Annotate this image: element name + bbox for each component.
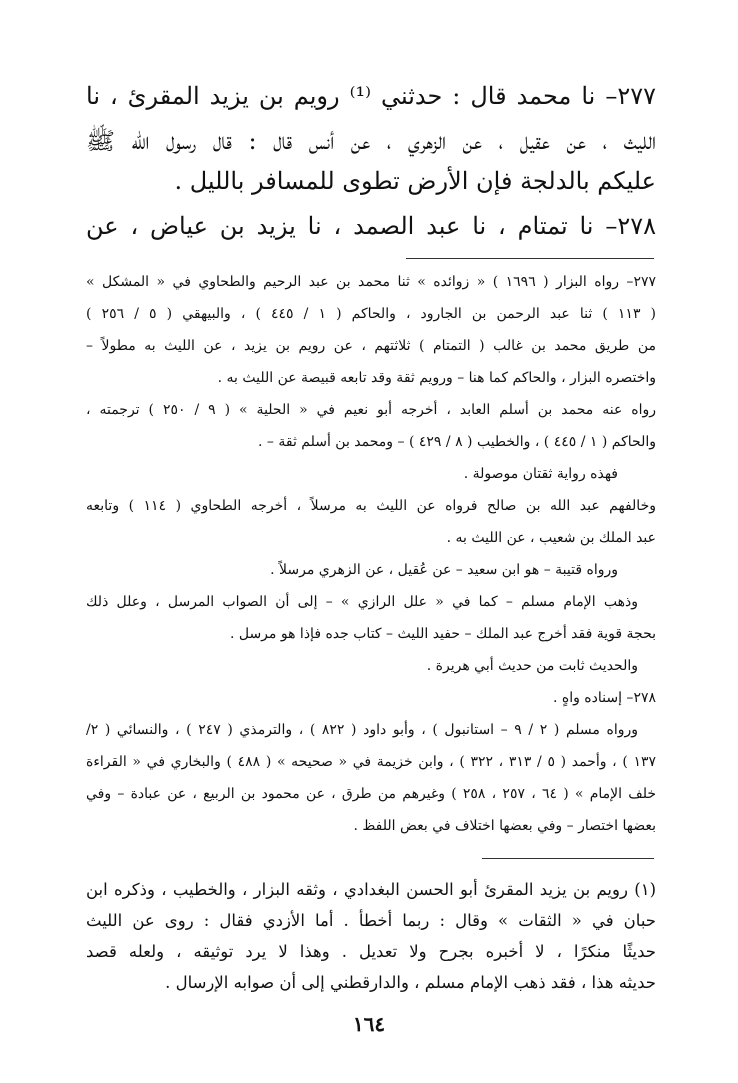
note-line: ٢٧٧– رواه البزار ( ١٦٩٦ ) « زوائده » ثنا محمد بن عبد الرحيم والطحاوي في « المشكل » — [86, 274, 656, 290]
note-line: خلف الإمام » ( ٦٤ ، ٢٥٧ ، ٢٥٨ ) وغيرهم من طرق ، عن محمود بن الربيع ، عن عبادة – وفي — [86, 786, 656, 802]
footnote-line: حديثًا منكرًا ، لا أخبره بجرح ولا تعديل . وهذا لا يرد توثيقه ، ولعله قصد — [86, 942, 656, 961]
note-line: رواه عنه محمد بن أسلم العابد ، أخرجه أبو نعيم في « الحلية » ( ٩ / ٢٥٠ ) ترجمته ، — [86, 402, 656, 418]
footnote-separator — [482, 858, 654, 859]
footnote-line: حديثه هذا ، فقد ذهب الإمام مسلم ، والدارقطني إلى أن صوابه الإرسال . — [165, 973, 656, 992]
note-line: ٢٧٨– إسناده واهٍ . — [552, 690, 656, 706]
note-line: بعضها اختصار – وفي بعضها اختلاف في بعض اللفظ . — [353, 818, 656, 834]
note-line: وذهب الإمام مسلم – كما في « علل الرازي » – إلى أن الصواب المرسل ، وعلل ذلك — [86, 594, 638, 610]
footnote-line: حبان في « الثقات » وقال : ربما أخطأ . أما الأزدي فقال : روى عن الليث — [86, 911, 656, 930]
note-line: والحديث ثابت من حديث أبي هريرة . — [426, 658, 638, 674]
note-line: والحاكم ( ١ / ٤٤٥ ) ، والخطيب ( ٨ / ٤٢٩ ) – ومحمد بن أسلم ثقة – . — [258, 434, 656, 450]
note-line: ورواه مسلم ( ٢ / ٩ – استانبول ) ، وأبو داود ( ٨٢٢ ) ، والترمذي ( ٢٤٧ ) ، والنسائي ( ٢/ — [86, 722, 638, 738]
note-line: ١٣٧ ) ، وأحمد ( ٥ / ٣١٣ ، ٣٢٢ ) ، وابن خزيمة في « صحيحه » ( ٤٨٨ ) والبخاري في « القراءة — [86, 754, 656, 770]
main-line: ٢٧٨– نا تمتام ، نا عبد الصمد ، نا يزيد بن عياض ، عن — [86, 212, 656, 240]
note-line: وخالفهم عبد الله بن صالح فرواه عن الليث به مرسلاً ، أخرجه الطحاوي ( ١١٤ ) وتابعه — [86, 498, 656, 514]
note-line: ورواه قتيبة – هو ابن سعيد – عن عُقيل ، عن الزهري مرسلاً . — [270, 562, 618, 578]
footnote-line: (١) رويم بن يزيد المقرئ أبو الحسن البغدادي ، وثقه البزار ، والخطيب ، وذكره ابن — [86, 880, 656, 899]
main-line: عليكم بالدلجة فإن الأرض تطوى للمسافر بالليل . — [174, 167, 656, 195]
note-line: من طريق محمد بن غالب ( التمتام ) ثلاثتهم ، عن رويم بن يزيد ، عن الليث به مطولاً – — [86, 338, 656, 354]
note-line: ( ١١٣ ) ثنا عبد الرحمن بن الجارود ، والحاكم ( ١ / ٤٤٥ ) ، والبيهقي ( ٥ / ٢٥٦ ) — [86, 306, 656, 322]
note-line: بحجة قوية فقد أخرج عبد الملك – حفيد الليث – كتاب جده فإذا هو مرسل . — [229, 626, 656, 642]
page-number: ١٦٤ — [352, 1012, 386, 1036]
note-line: فهذه رواية ثقتان موصولة . — [463, 466, 618, 482]
main-line: الليث ، عن عقيل ، عن الزهري ، عن أنس قال : قال رسول الله ﷺ — [86, 127, 656, 155]
notes-separator — [406, 258, 654, 259]
note-line: عبد الملك بن شعيب ، عن الليث به . — [446, 530, 656, 546]
note-line: واختصره البزار ، والحاكم كما هنا – ورويم ثقة وقد تابعه قبيصة عن الليث به . — [217, 370, 656, 386]
main-line: ٢٧٧– نا محمد قال : حدثني ⁽¹⁾ رويم بن يزيد المقرئ ، نا — [86, 82, 656, 110]
